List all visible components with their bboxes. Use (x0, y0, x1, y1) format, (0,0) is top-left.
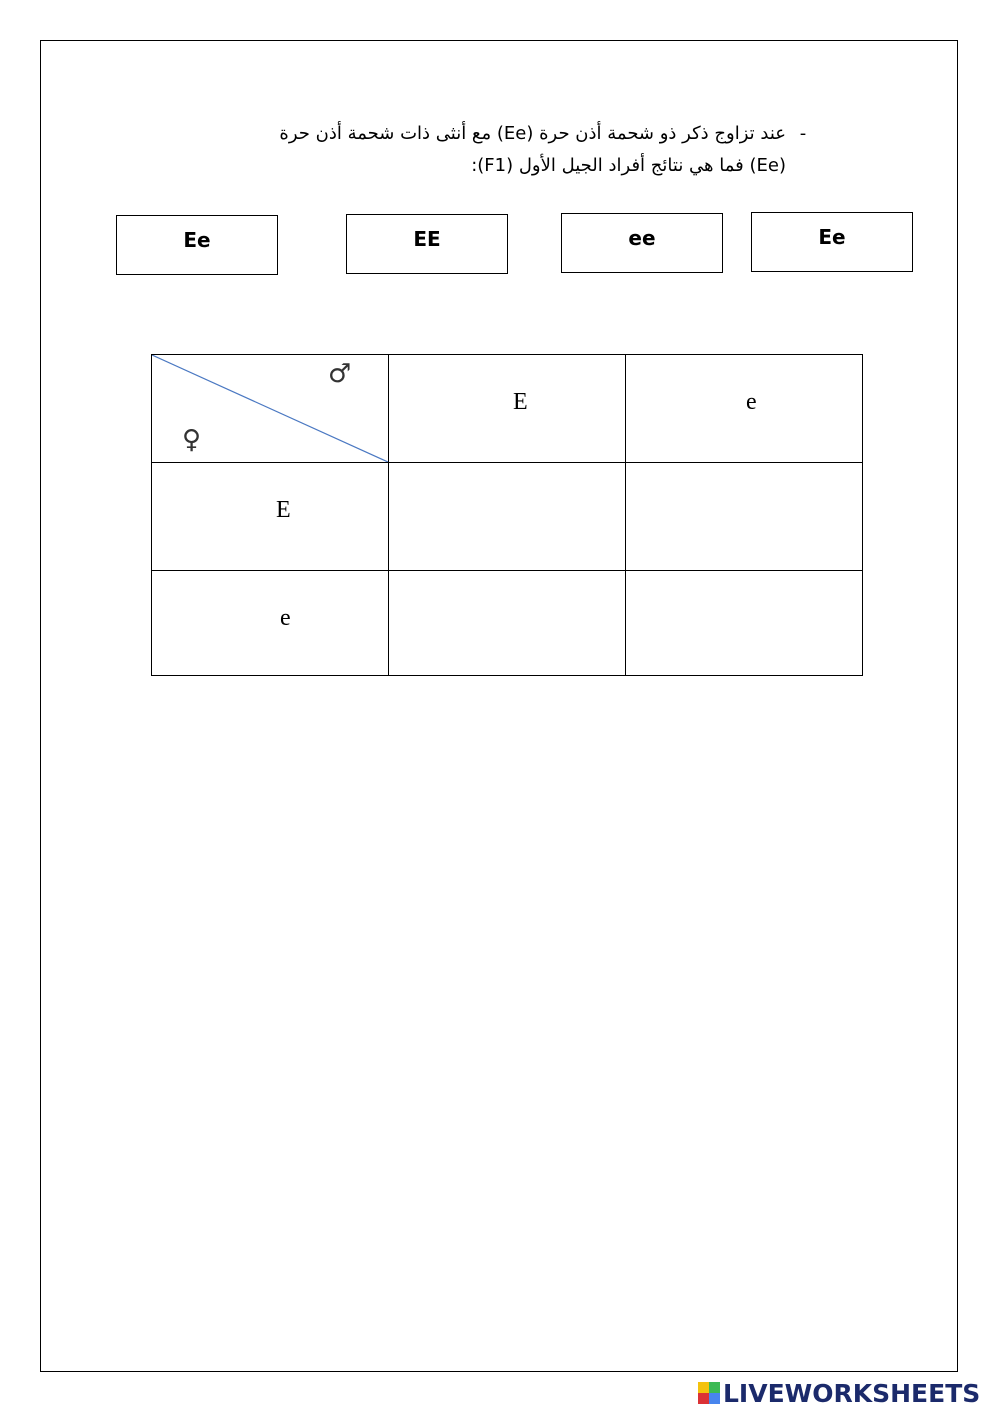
drop-cell-EE[interactable] (389, 463, 626, 571)
bullet-dash: - (799, 123, 807, 144)
answer-option-4[interactable]: Ee (751, 212, 913, 272)
question-text (190, 118, 820, 182)
male-allele-header-1 (389, 355, 626, 463)
question-line-2: (Ee) فما هي نتائج أفراد الجيل الأول (F1): (471, 155, 786, 176)
female-allele-header-2 (152, 571, 389, 676)
logo-text: LIVEWORKSHEETS (723, 1378, 981, 1408)
answer-option-2[interactable]: EE (346, 214, 508, 274)
logo-badge-icon (698, 1382, 720, 1404)
female-allele-label: E (276, 497, 291, 523)
male-allele-label: E (513, 389, 528, 415)
punnett-square (151, 354, 863, 676)
answer-option-1[interactable]: Ee (116, 215, 278, 275)
drop-cell-ee[interactable] (626, 571, 863, 676)
male-allele-header-2 (626, 355, 863, 463)
male-symbol-icon: ♂ (328, 359, 352, 389)
drop-cell-Ee-top[interactable] (626, 463, 863, 571)
drop-cell-Ee-bottom[interactable] (389, 571, 626, 676)
question-line-1: -عند تزاوج ذكر ذو شحمة أذن حرة (Ee) مع أنثى ذات شحمة أذن حرة (190, 118, 820, 150)
male-allele-label: e (746, 389, 757, 415)
female-allele-header-1 (152, 463, 389, 571)
answer-option-3[interactable]: ee (561, 213, 723, 273)
female-allele-label: e (280, 605, 291, 631)
liveworksheets-logo (698, 1378, 980, 1408)
corner-cell (152, 355, 389, 463)
female-symbol-icon: ♀ (182, 425, 202, 455)
